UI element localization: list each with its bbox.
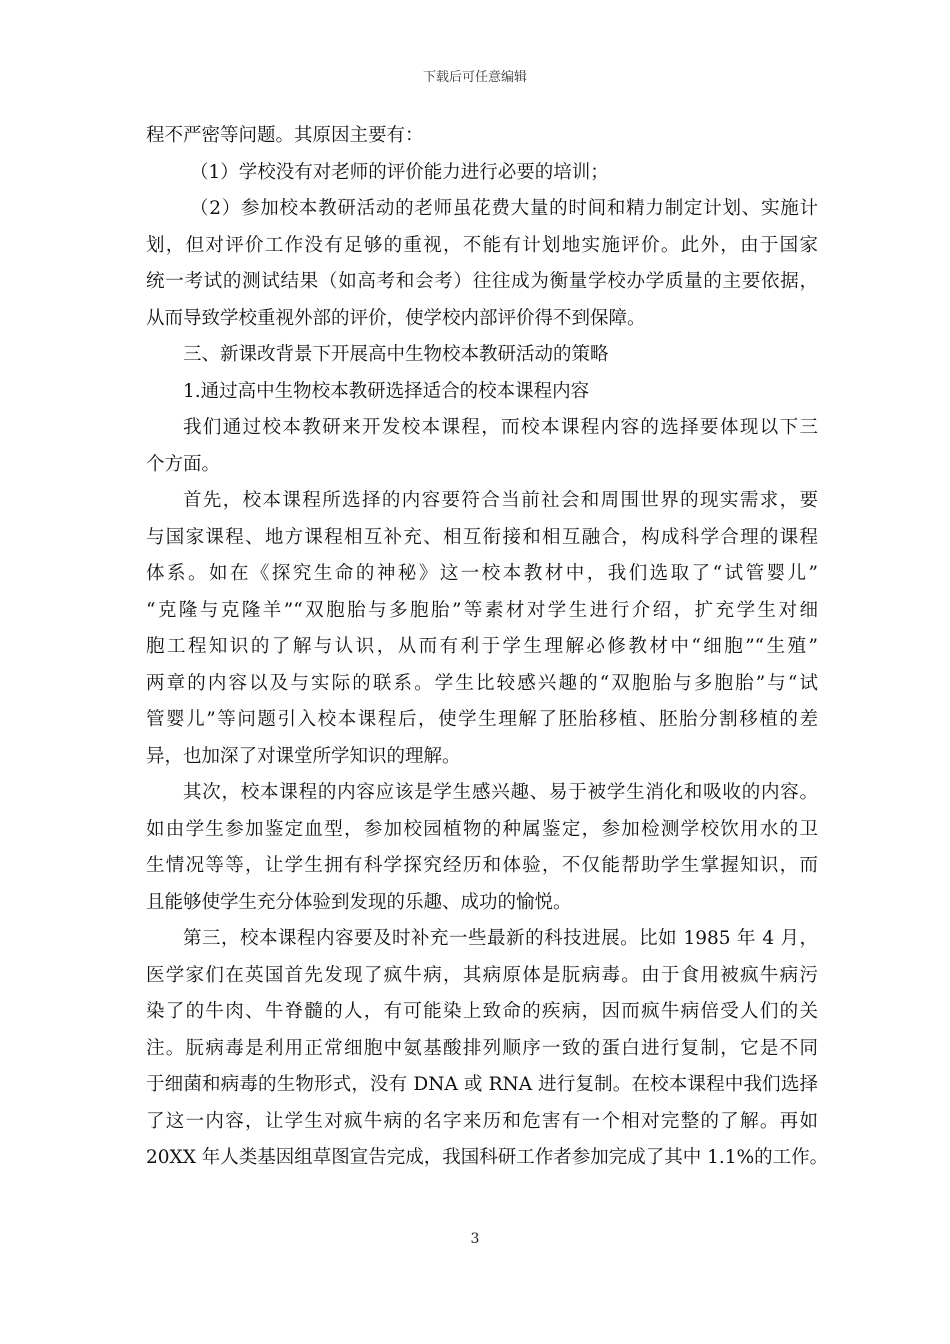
text-line: 胞工程知识的了解与认识，从而有利于学生理解必修教材中“细胞”“生殖” bbox=[146, 636, 818, 657]
page-header: 下载后可任意编辑 bbox=[422, 70, 527, 85]
text-line: 1.通过高中生物校本教研选择适合的校本课程内容 bbox=[183, 380, 590, 402]
text-line: 于细菌和病毒的生物形式，没有 DNA 或 RNA 进行复制。在校本课程中我们选择 bbox=[146, 1074, 818, 1095]
text-line: 了这一内容，让学生对疯牛病的名字来历和危害有一个相对完整的了解。再如 bbox=[146, 1110, 818, 1132]
text-line: 统一考试的测试结果（如高考和会考）往往成为衡量学校办学质量的主要依据， bbox=[146, 271, 818, 292]
text-line: （2）参加校本教研活动的老师虽花费大量的时间和精力制定计划、实施计 bbox=[190, 198, 818, 219]
text-line: 我们通过校本教研来开发校本课程，而校本课程内容的选择要体现以下三 bbox=[183, 417, 818, 438]
text-line: 管婴儿”等问题引入校本课程后，使学生理解了胚胎移植、胚胎分割移植的差 bbox=[146, 709, 818, 730]
text-line: 注。朊病毒是利用正常细胞中氨基酸排列顺序一致的蛋白进行复制，它是不同 bbox=[146, 1037, 818, 1059]
text-line: 医学家们在英国首先发现了疯牛病，其病原体是朊病毒。由于食用被疯牛病污 bbox=[146, 964, 818, 986]
text-line: 首先，校本课程所选择的内容要符合当前社会和周围世界的现实需求，要 bbox=[183, 490, 818, 511]
text-line: 且能够使学生充分体验到发现的乐趣、成功的愉悦。 bbox=[146, 891, 572, 913]
text-line: 其次，校本课程的内容应该是学生感兴趣、易于被学生消化和吸收的内容。 bbox=[183, 782, 818, 803]
text-line: 异，也加深了对课堂所学知识的理解。 bbox=[146, 745, 461, 767]
text-line: 个方面。 bbox=[146, 453, 221, 475]
text-line: （1）学校没有对老师的评价能力进行必要的培训； bbox=[190, 161, 609, 183]
text-line: 划，但对评价工作没有足够的重视，不能有计划地实施评价。此外，由于国家 bbox=[146, 234, 818, 256]
text-line: 如由学生参加鉴定血型，参加校园植物的种属鉴定，参加检测学校饮用水的卫 bbox=[146, 818, 818, 840]
text-line: 染了的牛肉、牛脊髓的人，有可能染上致命的疾病，因而疯牛病倍受人们的关 bbox=[146, 1001, 818, 1022]
document-body bbox=[146, 118, 829, 1177]
text-line: 程不严密等问题。其原因主要有： bbox=[146, 125, 424, 146]
page-number: 3 bbox=[470, 1231, 480, 1247]
text-line: 从而导致学校重视外部的评价，使学校内部评价得不到保障。 bbox=[146, 307, 646, 329]
text-line: 与国家课程、地方课程相互补充、相互衔接和相互融合，构成科学合理的课程 bbox=[146, 526, 818, 548]
text-line: 生情况等等，让学生拥有科学探究经历和体验，不仅能帮助学生掌握知识，而 bbox=[146, 855, 818, 876]
text-line: 体系。如在《探究生命的神秘》这一校本教材中，我们选取了“试管婴儿” bbox=[146, 563, 818, 584]
text-line: 第三，校本课程内容要及时补充一些最新的科技进展。比如 1985 年 4 月， bbox=[183, 928, 818, 949]
text-line: 20XX 年人类基因组草图宣告完成，我国科研工作者参加完成了其中 1.1%的工作。 bbox=[146, 1147, 829, 1168]
text-line: 两章的内容以及与实际的联系。学生比较感兴趣的“双胞胎与多胞胎”与“试 bbox=[146, 672, 818, 694]
text-line: 三、新课改背景下开展高中生物校本教研活动的策略 bbox=[183, 344, 609, 365]
text-line: “克隆与克隆羊”“双胞胎与多胞胎”等素材对学生进行介绍，扩充学生对细 bbox=[146, 599, 818, 621]
